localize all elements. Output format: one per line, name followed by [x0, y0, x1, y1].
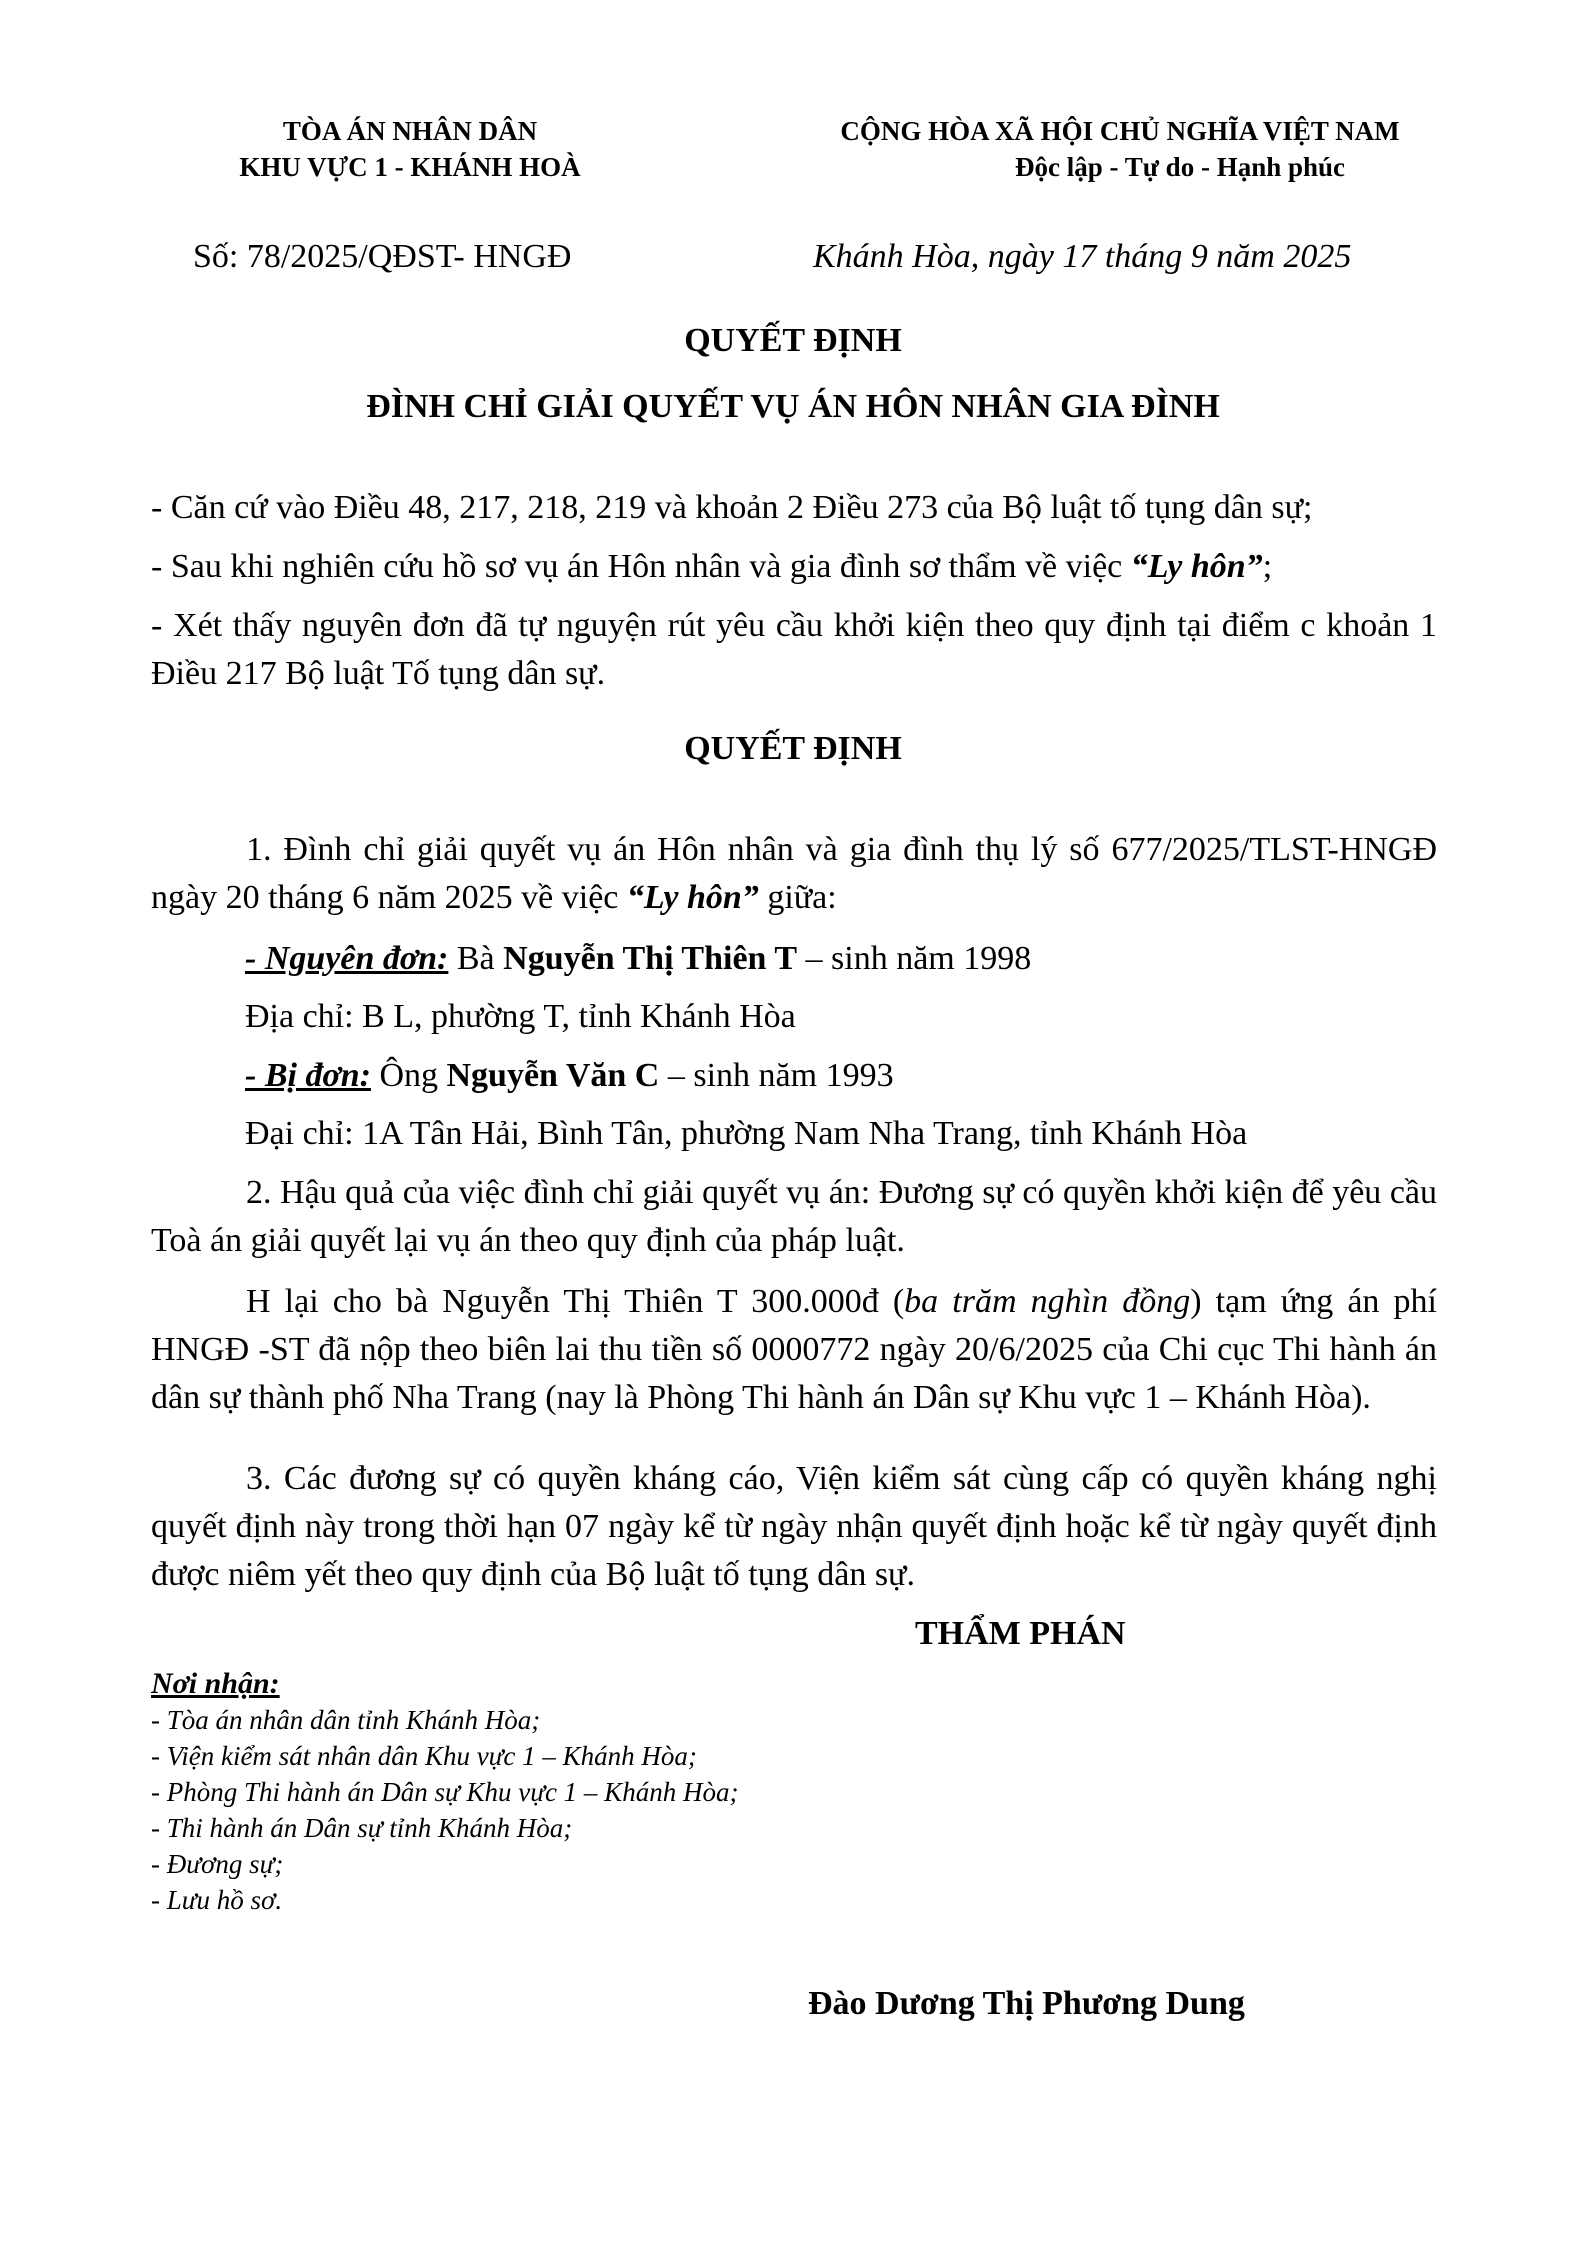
ground-2 — [151, 543, 1437, 591]
recipients-block — [151, 1666, 738, 1918]
recipient-item: - Phòng Thi hành án Dân sự Khu vực 1 – Khánh Hòa; — [151, 1777, 739, 1807]
decision-item-1 — [151, 826, 1437, 922]
national-header — [780, 113, 1460, 185]
defendant-name: Nguyễn Văn C — [446, 1057, 660, 1094]
plaintiff-birth: – sinh năm 1998 — [797, 940, 1032, 977]
national-motto: Độc lập - Tự do - Hạnh phúc — [1014, 152, 1346, 182]
decision-item-3: 3. Các đương sự có quyền kháng cáo, Viện kiểm sát cùng cấp có quyền kháng nghị quyết định này trong thời hạn 07 ngày kể từ ngày nhận quyết định hoặc kể từ ngày quyết định được niêm yết theo quy định của Bộ luật tố tụng dân sự. — [151, 1460, 1437, 1593]
plaintiff-label: - Nguyên đơn: — [245, 940, 449, 977]
court-name-line2: KHU VỰC 1 - KHÁNH HOÀ — [239, 152, 581, 182]
plaintiff-name: Nguyễn Thị Thiên T — [503, 940, 798, 977]
ground-1: - Căn cứ vào Điều 48, 217, 218, 219 và khoản 2 Điều 273 của Bộ luật tố tụng dân sự; — [151, 489, 1313, 526]
decision-item-2: 2. Hậu quả của việc đình chỉ giải quyết vụ án: Đương sự có quyền khởi kiện để yêu cầu Toà án giải quyết lại vụ án theo quy định của pháp luật. — [151, 1174, 1437, 1259]
item-1-end: giữa: — [758, 879, 837, 916]
fee-refund-rest: ) tạm ứng án phí HNGĐ -ST đã nộp theo biên lai thu tiền số 0000772 ngày 20/6/2025 của Chi cục Thi hành án dân sự thành phố Nha Trang (nay là Phòng Thi hành án Dân sự Khu vực 1 – Khánh Hòa). — [151, 1283, 1437, 1416]
defendant-address: Đại chỉ: 1A Tân Hải, Bình Tân, phường Nam Nha Trang, tỉnh Khánh Hòa — [245, 1115, 1248, 1152]
ground-2-end: ; — [1262, 548, 1273, 585]
signer-name: Đào Dương Thị Phương Dung — [808, 1985, 1245, 2022]
recipients-heading: Nơi nhận: — [151, 1667, 280, 1700]
judge-title: THẨM PHÁN — [915, 1615, 1126, 1652]
recipient-item: - Tòa án nhân dân tỉnh Khánh Hòa; — [151, 1705, 541, 1735]
recipient-item: - Đương sự; — [151, 1849, 284, 1879]
ground-3: - Xét thấy nguyên đơn đã tự nguyện rút yêu cầu khởi kiện theo quy định tại điểm c khoản 1 Điều 217 Bộ luật Tố tụng dân sự. — [151, 607, 1437, 692]
defendant-label: - Bị đơn: — [245, 1057, 371, 1094]
plaintiff-address: Địa chỉ: B L, phường T, tỉnh Khánh Hòa — [245, 998, 796, 1035]
recipient-item: - Lưu hồ sơ. — [151, 1885, 283, 1915]
recipient-item: - Viện kiểm sát nhân dân Khu vực 1 – Khánh Hòa; — [151, 1741, 697, 1771]
item-1-text: 1. Đình chỉ giải quyết vụ án Hôn nhân và gia đình thụ lý số 677/2025/TLST-HNGĐ ngày 20 tháng 6 năm 2025 về việc — [151, 831, 1437, 916]
document-title: QUYẾT ĐỊNH — [684, 322, 902, 359]
court-name-header — [190, 113, 630, 185]
plaintiff-line — [245, 935, 1031, 983]
plaintiff-title: Bà — [448, 940, 504, 977]
defendant-title: Ông — [370, 1057, 447, 1094]
ground-2-case-type: “Ly hôn” — [1130, 548, 1263, 585]
national-title: CỘNG HÒA XÃ HỘI CHỦ NGHĨA VIỆT NAM — [840, 116, 1400, 146]
fee-amount-words: ba trăm nghìn đồng — [904, 1283, 1191, 1320]
defendant-birth: – sinh năm 1993 — [659, 1057, 894, 1094]
recipient-item: - Thi hành án Dân sự tỉnh Khánh Hòa; — [151, 1813, 573, 1843]
defendant-line — [245, 1052, 894, 1100]
ground-2-text: - Sau khi nghiên cứu hồ sơ vụ án Hôn nhân và gia đình sơ thẩm về việc — [151, 548, 1131, 585]
decision-number: Số: 78/2025/QĐST- HNGĐ — [193, 238, 572, 275]
document-subtitle: ĐÌNH CHỈ GIẢI QUYẾT VỤ ÁN HÔN NHÂN GIA ĐÌNH — [366, 388, 1220, 425]
court-name-line1: TÒA ÁN NHÂN DÂN — [282, 116, 538, 146]
decision-heading: QUYẾT ĐỊNH — [684, 730, 902, 767]
fee-refund-text: H lại cho bà Nguyễn Thị Thiên T 300.000đ ( — [246, 1283, 905, 1320]
fee-refund — [151, 1278, 1437, 1422]
item-1-case-type: “Ly hôn” — [626, 879, 759, 916]
place-date: Khánh Hòa, ngày 17 tháng 9 năm 2025 — [813, 238, 1352, 275]
